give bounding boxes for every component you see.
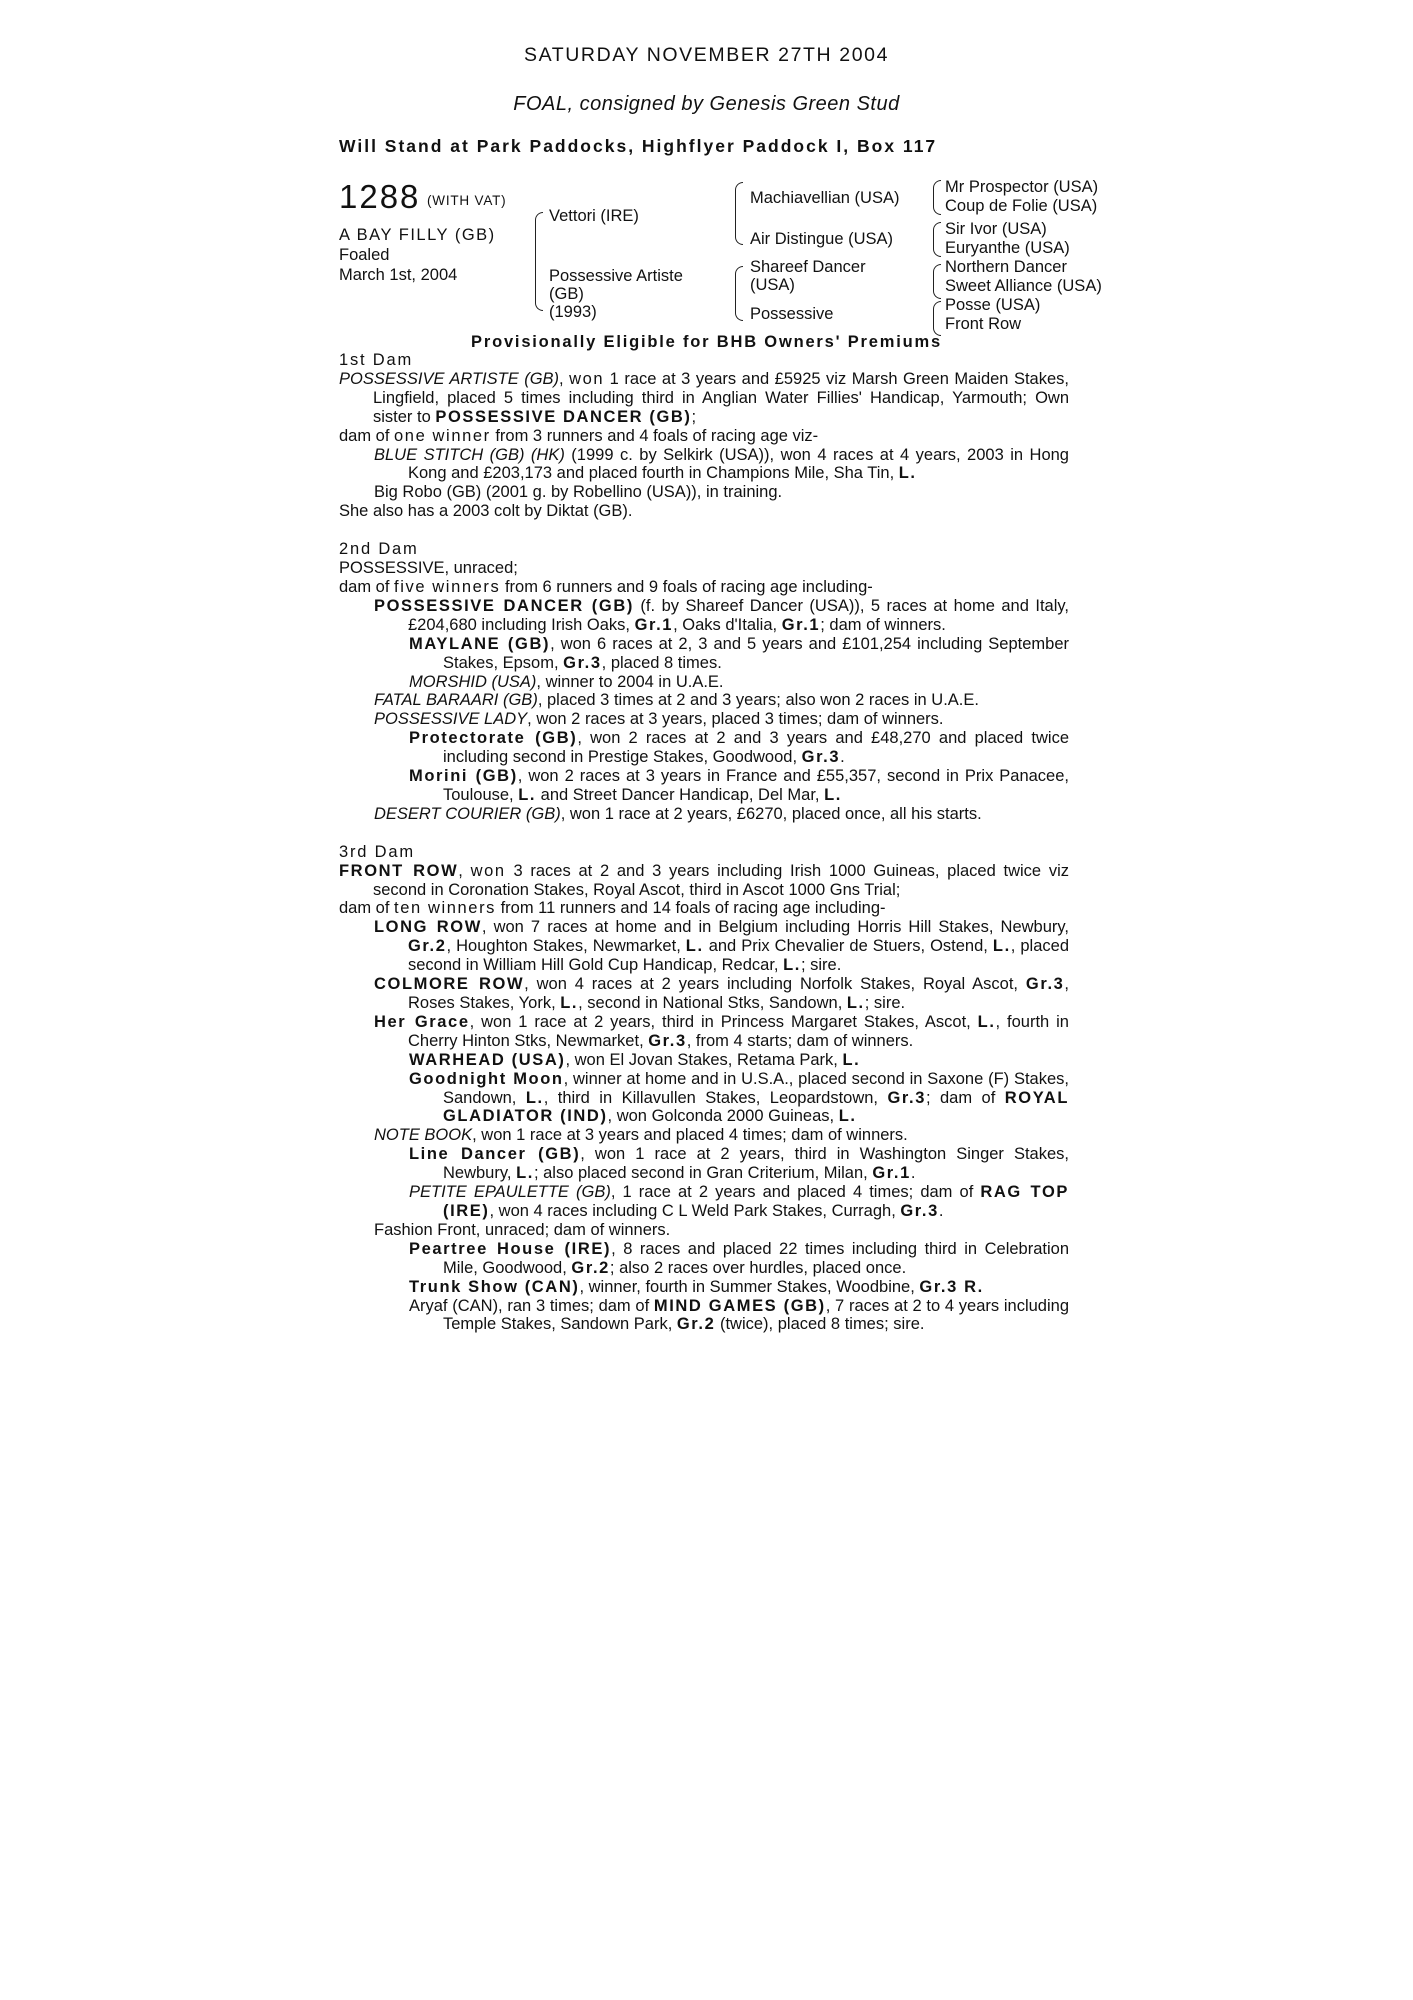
horse-name: COLMORE ROW: [374, 975, 525, 994]
entry-text: dam of: [339, 899, 395, 918]
entry-text: ; also 2 races over hurdles, placed once.: [609, 1258, 907, 1277]
entry-text: , 7 races at 2 to 4 years including Temple Stakes, Sandown Park,: [443, 1296, 1070, 1334]
entry-text: , placed second in William Hill Gold Cup Handicap, Redcar,: [408, 937, 1069, 975]
dam-line2: (GB): [549, 285, 584, 303]
horse-name: Trunk Show (CAN): [409, 1277, 580, 1296]
spacer: [339, 824, 1069, 843]
entry-text: dam of: [339, 426, 395, 445]
brace: [735, 293, 743, 321]
vat-note: (WITH VAT): [427, 193, 507, 208]
entry-text: , winner to 2004 in U.A.E.: [536, 672, 724, 691]
produce-entry: [339, 918, 1069, 975]
horse-name: POSSESSIVE ARTISTE (GB): [339, 369, 560, 388]
brace: [933, 301, 941, 319]
entry-text: .: [910, 1164, 916, 1183]
entry-text: and Prix Chevalier de Stuers, Ostend,: [703, 937, 993, 956]
consignment-line: FOAL, consigned by Genesis Green Stud: [513, 93, 900, 115]
produce-note: She also has a 2003 colt by Diktat (GB).: [339, 502, 633, 521]
entry-text: , won 7 races at home and in Belgium including Horris Hill Stakes, Newbury,: [481, 918, 1070, 937]
entry-text: Aryaf (CAN), ran 3 times; dam of: [409, 1296, 654, 1315]
dam-dam: Possessive: [750, 305, 834, 323]
sale-date: SATURDAY NOVEMBER 27TH 2004: [523, 44, 890, 66]
produce-entry: [339, 1145, 1069, 1183]
produce-entry: [339, 729, 1069, 767]
entry-text: , Oaks d'Italia,: [673, 615, 782, 634]
sd-dam: Euryanthe (USA): [945, 239, 1070, 257]
winner-count: one winner: [394, 426, 491, 445]
race-grade: Gr.2: [571, 1258, 610, 1277]
sire-sire: Machiavellian (USA): [750, 189, 900, 207]
produce-entry: [339, 975, 1069, 1013]
entry-text: , fourth in Cherry Hinton Stks, Newmarket,: [408, 1012, 1069, 1050]
horse-name: WARHEAD (USA): [409, 1050, 566, 1069]
race-grade: L.: [838, 1107, 857, 1126]
entry-text: 1 race at 3 years and £5925 viz Marsh Green Maiden Stakes, Lingfield, placed 5 times including third in Anglian Water Fillies' Handicap, Yarmouth; Own sister to: [373, 369, 1069, 426]
won-word: won: [470, 861, 506, 880]
entry-text: from 6 runners and 9 foals of racing age including-: [500, 577, 873, 596]
dam-sire-line2: (USA): [750, 276, 795, 294]
premiums-note: Provisionally Eligible for BHB Owners' Premiums: [471, 333, 942, 351]
brace: [735, 213, 743, 245]
race-grade: Gr.1: [781, 615, 821, 634]
horse-name: MIND GAMES (GB): [653, 1296, 826, 1315]
race-grade: L.: [824, 785, 842, 804]
horse-name: BLUE STITCH (GB) (HK): [374, 445, 565, 464]
horse-name: PETITE EPAULETTE (GB): [409, 1183, 611, 1202]
race-grade: Gr.3: [648, 1031, 687, 1050]
race-grade: L.: [992, 937, 1011, 956]
entry-text: (twice), placed 8 times; sire.: [715, 1315, 925, 1334]
race-grade: Gr.2: [408, 937, 447, 956]
entry-text: , won 4 races including C L Weld Park Stakes, Curragh,: [489, 1201, 901, 1220]
entry-text: dam of: [339, 577, 395, 596]
race-grade: Gr.3: [563, 653, 602, 672]
third-dam-heading: 3rd Dam: [339, 842, 415, 861]
race-grade: L.: [842, 1050, 861, 1069]
produce-entry: [339, 767, 1069, 805]
entry-text: , 1 race at 2 years and placed 4 times; dam of: [610, 1183, 981, 1202]
horse-name: POSSESSIVE DANCER (GB): [435, 407, 692, 426]
entry-text: ; sire.: [800, 956, 842, 975]
entry-text: , won 2 races at 3 years in France and £55,357, second in Prix Panacee, Toulouse,: [443, 767, 1069, 804]
entry-text: .: [840, 748, 845, 767]
produce-entry: [339, 673, 1069, 692]
stabling-location: Will Stand at Park Paddocks, Highflyer Paddock I, Box 117: [339, 136, 938, 156]
produce-summary: [339, 578, 1069, 597]
entry-text: , won Golconda 2000 Guineas,: [607, 1107, 839, 1126]
spacer: [339, 521, 1069, 540]
race-grade: L.: [685, 937, 704, 956]
produce-entry: [339, 635, 1069, 673]
produce-entry: [339, 710, 1069, 729]
lot-number: 1288: [339, 178, 421, 215]
entry-text: 3 races at 2 and 3 years including Irish 1000 Guineas, placed twice viz second in Coronation Stakes, Royal Ascot, third in Ascot 1000 Gns Trial;: [373, 861, 1069, 899]
race-grade: L.: [518, 785, 537, 804]
produce-entry: [339, 1051, 1069, 1070]
produce-entry: [339, 1070, 1069, 1127]
race-grade: Gr.2: [676, 1315, 716, 1334]
entry-text: from 3 runners and 4 foals of racing age viz-: [490, 426, 819, 445]
brace: [535, 258, 543, 311]
produce-entry: [339, 691, 1069, 710]
entry-text: , won 1 race at 2 years, £6270, placed once, all his starts.: [560, 804, 982, 823]
entry-text: ; dam of winners.: [820, 615, 946, 634]
race-grade: Gr.1: [872, 1164, 911, 1183]
winner-count: five winners: [394, 577, 501, 596]
horse-name: Protectorate (GB): [409, 729, 578, 748]
first-dam-entry: POSSESSIVE ARTISTE (GB), won 1 race at 3 years and £5925 viz Marsh Green Maiden Stakes, Lingfield, placed 5 times including third in Anglian Water Fillies' Handicap, Yarmouth; Own sister to POSSESSIVE DANCER (GB);: [339, 369, 1069, 426]
brace: [933, 264, 941, 282]
horse-name: MAYLANE (GB): [409, 634, 551, 653]
entry-text: (f. by Shareef Dancer (USA)), 5 races at home and Italy, £204,680 including Irish Oaks,: [408, 596, 1070, 634]
entry-text: , won El Jovan Stakes, Retama Park,: [565, 1050, 843, 1069]
entry-text: , third in Killavullen Stakes, Leopardstown,: [543, 1088, 888, 1107]
ss-dam: Coup de Folie (USA): [945, 197, 1098, 215]
entry-text: , winner, fourth in Summer Stakes, Woodbine,: [579, 1277, 920, 1296]
brace: [933, 222, 941, 240]
brace: [933, 281, 941, 299]
sd-sire: Sir Ivor (USA): [945, 220, 1047, 238]
horse-name: Peartree House (IRE): [409, 1239, 612, 1258]
produce-entry: [339, 1126, 1069, 1145]
entry-text: (1999 c. by Selkirk (USA)), won 4 races at 4 years, 2003 in Hong Kong and £203,173 and placed fourth in Champions Mile, Sha Tin,: [408, 445, 1069, 483]
dd-dam: Front Row: [945, 315, 1022, 333]
entry-text: , won 6 races at 2, 3 and 5 years and £101,254 including September Stakes, Epsom,: [443, 634, 1069, 672]
horse-name: FATAL BARAARI (GB): [374, 691, 538, 710]
horse-name: POSSESSIVE DANCER (GB): [374, 596, 634, 615]
entry-text: , second in National Stks, Sandown,: [578, 994, 847, 1012]
sire-dam: Air Distingue (USA): [750, 230, 894, 248]
brace: [735, 182, 743, 214]
horse-name: ROYAL GLADIATOR (IND): [443, 1088, 1070, 1126]
horse-name: LONG ROW: [374, 918, 482, 937]
entry-text: , won 1 race at 2 years, third in Washington Singer Stakes, Newbury,: [443, 1145, 1069, 1183]
entry-text: , Houghton Stakes, Newmarket,: [446, 937, 686, 956]
race-grade: Gr.3: [801, 748, 841, 767]
ss-sire: Mr Prospector (USA): [945, 178, 1099, 196]
race-grade: L.: [516, 1164, 534, 1183]
foaling-info: [339, 245, 457, 285]
entry-text: .: [938, 1201, 944, 1220]
race-grade: L.: [846, 994, 865, 1012]
dam-line1: Possessive Artiste: [549, 267, 683, 285]
race-grade: L.: [783, 956, 801, 975]
entry-text: and Street Dancer Handicap, Del Mar,: [536, 785, 825, 804]
entry-text: , Roses Stakes, York,: [408, 975, 1070, 1012]
second-dam-entry: POSSESSIVE, unraced;: [339, 559, 518, 578]
entry-text: , won 2 races at 2 and 3 years and £48,270 and placed twice including second in Prestige Stakes, Goodwood,: [443, 729, 1069, 767]
lot-description: A BAY FILLY (GB): [339, 226, 496, 244]
entry-text: , winner at home and in U.S.A., placed second in Saxone (F) Stakes, Sandown,: [443, 1069, 1069, 1107]
dd-sire: Posse (USA): [945, 296, 1041, 314]
brace: [735, 266, 743, 294]
race-grade: Gr.3: [900, 1201, 939, 1220]
third-dam-entry: [339, 862, 1069, 900]
entry-text: ; dam of: [925, 1088, 1005, 1107]
race-grade: Gr.1: [634, 615, 674, 634]
brace: [933, 239, 941, 257]
race-grade: L.: [525, 1088, 544, 1107]
produce-entry: [339, 1240, 1069, 1278]
produce-entry: [339, 446, 1069, 484]
horse-name: Her Grace: [374, 1012, 470, 1031]
entry-text: , won 2 races at 3 years, placed 3 times; dam of winners.: [527, 710, 944, 729]
produce-entry: [339, 597, 1069, 635]
entry-text: ,: [458, 861, 471, 880]
entry-text: , 8 races and placed 22 times including third in Celebration Mile, Goodwood,: [443, 1239, 1069, 1277]
entry-text: from 11 runners and 14 foals of racing age including-: [496, 899, 886, 918]
entry-text: , won 4 races at 2 years including Norfolk Stakes, Royal Ascot,: [524, 975, 1026, 994]
entry-text: ;: [691, 407, 697, 426]
second-dam-heading: 2nd Dam: [339, 540, 419, 559]
won-word: won: [569, 369, 605, 388]
race-grade: Gr.3: [1025, 975, 1065, 994]
entry-text: , won 1 race at 3 years and placed 4 times; dam of winners.: [472, 1126, 908, 1145]
dam-sire-line1: Shareef Dancer: [750, 258, 866, 276]
brace: [933, 180, 941, 198]
produce-entry: [339, 1013, 1069, 1051]
brace: [535, 212, 543, 259]
horse-name: DESERT COURIER (GB): [374, 804, 561, 823]
entry-text: , won 1 race at 2 years, third in Princess Margaret Stakes, Ascot,: [469, 1012, 978, 1031]
pedigree-notes: [339, 351, 1069, 1334]
ds-dam: Sweet Alliance (USA): [945, 277, 1102, 295]
entry-text: ; sire.: [864, 994, 906, 1012]
produce-summary: [339, 899, 1069, 918]
produce-entry: [339, 1297, 1069, 1335]
race-grade: L.: [560, 994, 579, 1012]
entry-text: ; also placed second in Gran Criterium, Milan,: [533, 1164, 873, 1183]
produce-entry: [339, 1278, 1069, 1297]
horse-name: RAG TOP (IRE): [443, 1183, 1069, 1220]
horse-name: Line Dancer (GB): [409, 1145, 581, 1164]
race-grade: L.: [977, 1012, 996, 1031]
produce-entry: [339, 1183, 1069, 1221]
horse-name: NOTE BOOK: [374, 1126, 473, 1145]
produce-summary: [339, 427, 1069, 446]
produce-entry: Big Robo (GB) (2001 g. by Robellino (USA)), in training.: [374, 483, 783, 502]
horse-name: Goodnight Moon: [409, 1069, 564, 1088]
race-grade: Gr.3: [887, 1088, 926, 1107]
first-dam-heading: 1st Dam: [339, 351, 414, 369]
brace: [933, 197, 941, 215]
entry-text: , placed 8 times.: [601, 653, 722, 672]
race-grade: L.: [898, 464, 917, 483]
foaled-label: Foaled: [339, 246, 390, 264]
foaled-date: March 1st, 2004: [339, 266, 458, 284]
horse-name: FRONT ROW: [339, 861, 459, 880]
race-grade: Gr.3 R.: [919, 1277, 984, 1296]
horse-name: Morini (GB): [409, 767, 518, 786]
entry-text: , from 4 starts; dam of winners.: [686, 1031, 914, 1050]
winner-count: ten winners: [394, 899, 497, 918]
ds-sire: Northern Dancer: [945, 258, 1067, 276]
entry-text: , placed 3 times at 2 and 3 years; also won 2 races in U.A.E.: [537, 691, 979, 710]
dam-line3: (1993): [549, 303, 597, 321]
produce-entry: Fashion Front, unraced; dam of winners.: [374, 1220, 671, 1239]
horse-name: MORSHID (USA): [409, 672, 537, 691]
horse-name: POSSESSIVE LADY: [374, 710, 528, 729]
sire: Vettori (IRE): [549, 207, 639, 225]
produce-entry: [339, 805, 1069, 824]
